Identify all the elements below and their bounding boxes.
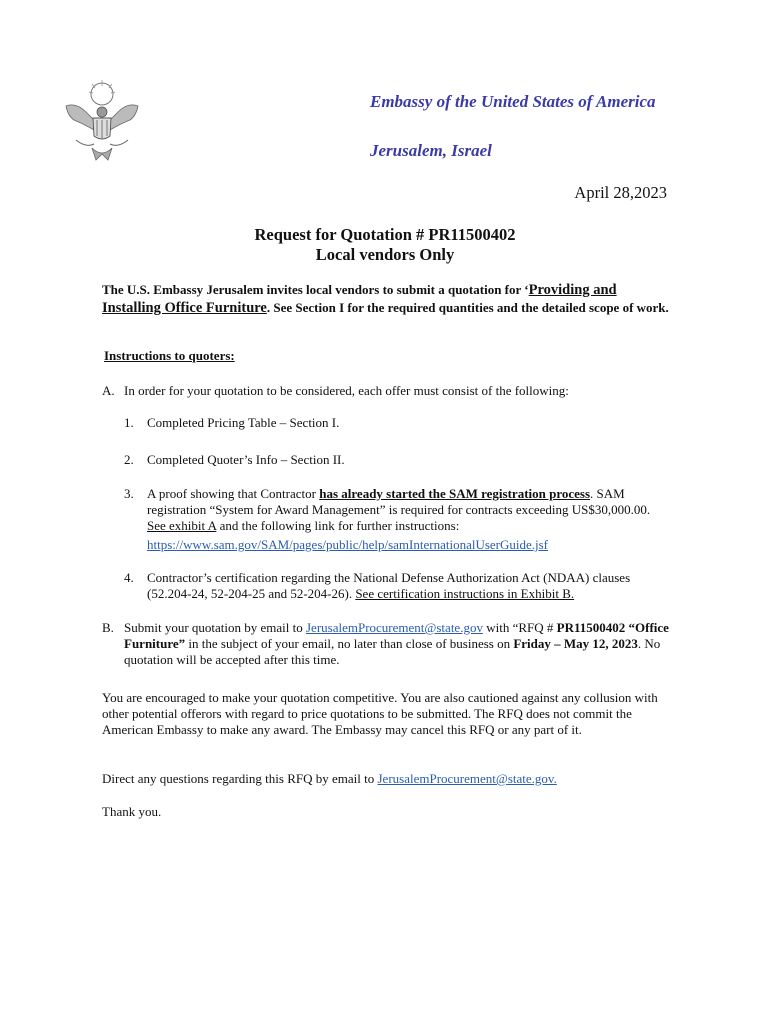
- section-a-text: In order for your quotation to be considered, each offer must consist of the following:: [124, 383, 569, 398]
- intro-text-2: . See Section I for the required quantities and the detailed scope of work.: [266, 300, 669, 315]
- questions-pre: Direct any questions regarding this RFQ by email to: [102, 771, 378, 786]
- item-4-text: [147, 570, 667, 602]
- section-b-pre: Submit your quotation by email to: [124, 620, 306, 635]
- item-2-text: Completed Quoter’s Info – Section II.: [147, 452, 345, 467]
- section-b-letter: B.: [102, 620, 114, 635]
- item-1-number: 1.: [124, 415, 134, 430]
- item-3-number: 3.: [124, 486, 134, 501]
- item-3-pre: A proof showing that Contractor: [147, 486, 320, 501]
- item-4-number: 4.: [124, 570, 134, 585]
- item-3-post: . SAM registration “System for Award Management” is required for contracts exceeding US$30,000.00.: [147, 486, 651, 517]
- embassy-name: Embassy of the United States of America: [370, 92, 656, 111]
- intro-providing: Providing and: [528, 282, 617, 298]
- rfq-number: PR11500402: [556, 620, 626, 635]
- intro-text-1: The U.S. Embassy Jerusalem invites local vendors to submit a quotation for ‘: [102, 282, 529, 297]
- section-a-letter: A.: [102, 383, 115, 398]
- email-subject: “Office Furniture”: [124, 620, 669, 651]
- intro-paragraph: [102, 281, 670, 317]
- closing-text: Thank you.: [102, 804, 162, 819]
- questions-paragraph: [102, 771, 670, 787]
- section-b-post: . No quotation will be accepted after this time.: [124, 636, 661, 667]
- section-b-mid2: in the subject of your email, no later than close of business on: [185, 636, 514, 651]
- questions-email-link[interactable]: JerusalemProcurement@state.gov.: [377, 771, 557, 786]
- section-b-text: [124, 620, 669, 668]
- item-3-exhibit-a: See exhibit A: [147, 518, 217, 533]
- procurement-email-link[interactable]: JerusalemProcurement@state.gov: [306, 620, 483, 635]
- intro-installing: Installing Office Furniture: [102, 300, 267, 316]
- sam-guide-link[interactable]: https://www.sam.gov/SAM/pages/public/help/samInternationalUserGuide.jsf: [147, 537, 549, 552]
- item-3-text: [147, 486, 662, 556]
- item-1-text: Completed Pricing Table – Section I.: [147, 415, 340, 430]
- competitive-paragraph: You are encouraged to make your quotation competitive. You are also cautioned against any collusion with other potential offerors with regard to price quotations to be submitted. The RFQ does not commit the American Embassy to make any award. The Embassy may cancel this RFQ or any part of it.: [102, 690, 658, 737]
- section-b-mid1: with “RFQ #: [482, 620, 557, 635]
- item-4-exhibit-b: See certification instructions in Exhibit B.: [355, 586, 575, 601]
- item-3-post2: and the following link for further instructions:: [216, 518, 460, 533]
- embassy-city: Jerusalem, Israel: [370, 141, 492, 160]
- great-seal-eagle-icon: [62, 78, 142, 164]
- item-2-number: 2.: [124, 452, 134, 467]
- letter-date: April 28,2023: [574, 183, 667, 202]
- instructions-heading: Instructions to quoters:: [104, 348, 235, 363]
- item-3-sam-emphasis: has already started the SAM registration process: [319, 486, 591, 501]
- deadline: Friday – May 12, 2023: [513, 636, 638, 651]
- rfq-subtitle: Local vendors Only: [315, 245, 455, 264]
- item-4-pre: Contractor’s certification regarding the National Defense Authorization Act (NDAA) clauses (52.204-24, 52-204-25 and 52-204-26).: [147, 570, 631, 601]
- rfq-title: Request for Quotation # PR11500402: [254, 225, 516, 244]
